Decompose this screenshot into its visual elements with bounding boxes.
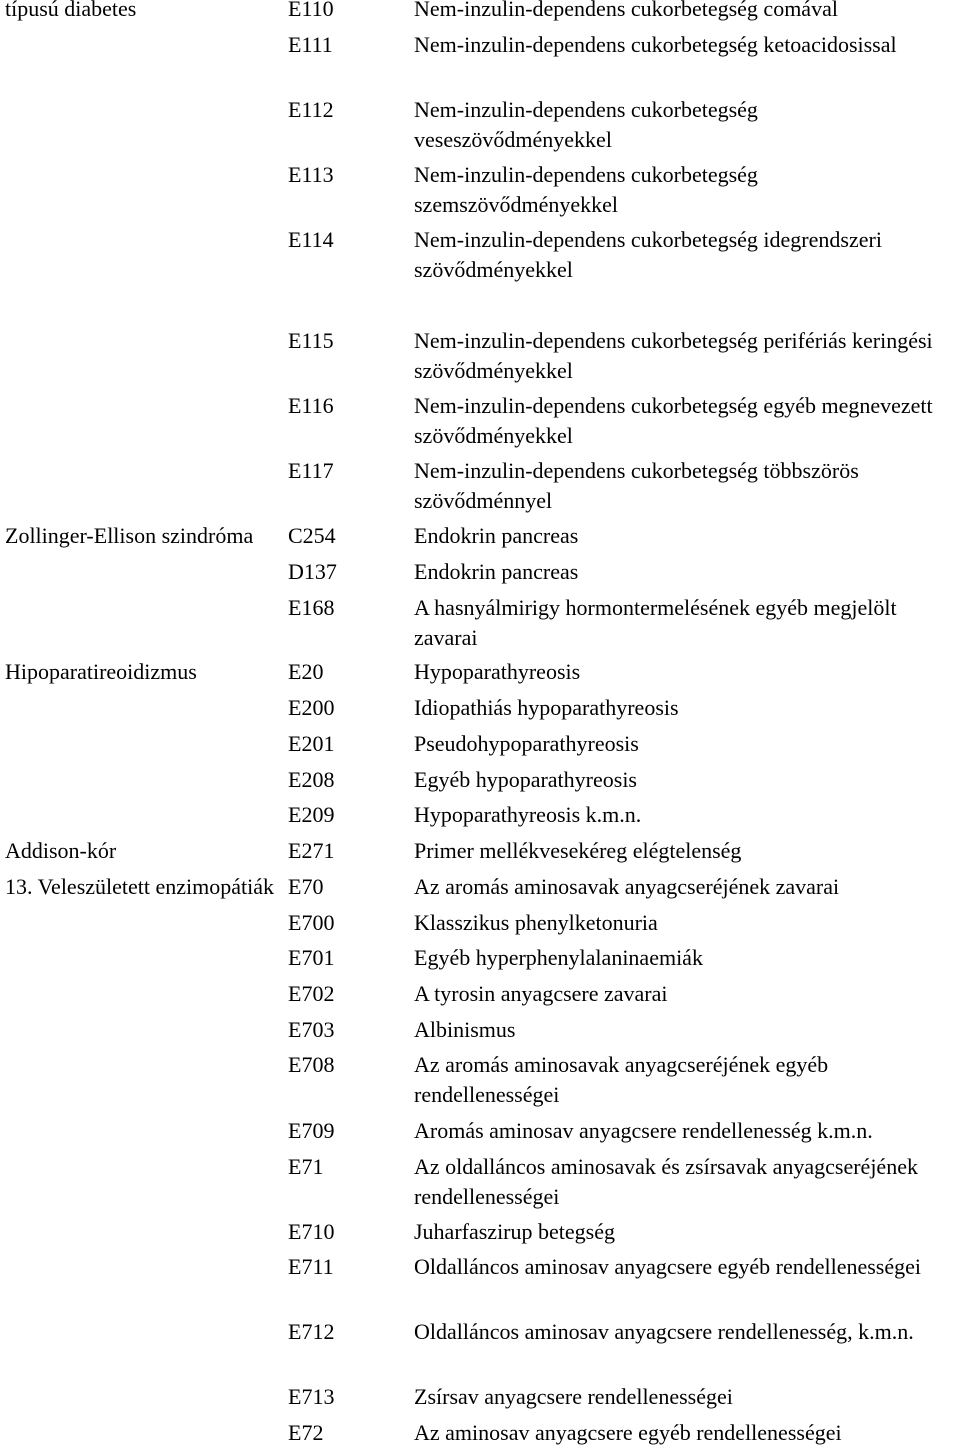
code-cell: E708 <box>288 1052 335 1077</box>
code-cell: E71 <box>288 1154 324 1179</box>
code-cell: E201 <box>288 731 335 756</box>
code-cell: E700 <box>288 910 335 935</box>
code-cell: E111 <box>288 32 333 57</box>
description-cell: Nem-inzulin-dependens cukorbetegség comával <box>414 0 838 21</box>
description-cell: Hypoparathyreosis k.m.n. <box>414 802 642 827</box>
description-cell: Nem-inzulin-dependens cukorbetegség ketoacidosissal <box>414 32 897 57</box>
description-cell: Nem-inzulin-dependens cukorbetegség idegrendszeri szövődményekkel <box>414 227 882 282</box>
code-cell: E168 <box>288 595 335 620</box>
category-cell: 13. Veleszületett enzimopátiák <box>5 874 275 899</box>
description-cell: Az aromás aminosavak anyagcseréjének zavarai <box>414 874 840 899</box>
code-cell: E116 <box>288 393 334 418</box>
code-cell: E271 <box>288 838 335 863</box>
code-cell: E712 <box>288 1319 335 1344</box>
code-cell: E200 <box>288 695 335 720</box>
code-cell: E711 <box>288 1254 334 1279</box>
code-cell: C254 <box>288 523 336 548</box>
description-cell: Az oldalláncos aminosavak és zsírsavak anyagcseréjének rendellenességei <box>414 1154 918 1209</box>
description-cell: A hasnyálmirigy hormontermelésének egyéb megjelölt zavarai <box>414 595 897 650</box>
code-cell: E710 <box>288 1219 335 1244</box>
description-cell: Nem-inzulin-dependens cukorbetegség egyéb megnevezett szövődményekkel <box>414 393 933 448</box>
description-cell: Pseudohypoparathyreosis <box>414 731 639 756</box>
description-cell: Egyéb hypoparathyreosis <box>414 767 637 792</box>
description-cell: Idiopathiás hypoparathyreosis <box>414 695 679 720</box>
description-cell: Klasszikus phenylketonuria <box>414 910 658 935</box>
category-cell: típusú diabetes <box>5 0 137 21</box>
description-cell: Nem-inzulin-dependens cukorbetegség többszörös szövődménnyel <box>414 458 859 513</box>
description-cell: Juharfaszirup betegség <box>414 1219 615 1244</box>
code-cell: E713 <box>288 1384 335 1409</box>
code-cell: E208 <box>288 767 335 792</box>
code-cell: E117 <box>288 458 334 483</box>
description-cell: Aromás aminosav anyagcsere rendellenesség k.m.n. <box>414 1118 873 1143</box>
description-cell: Albinismus <box>414 1017 516 1042</box>
category-cell: Hipoparatireoidizmus <box>5 659 197 684</box>
description-cell: Zsírsav anyagcsere rendellenességei <box>414 1384 733 1409</box>
code-cell: E112 <box>288 97 334 122</box>
description-cell: Nem-inzulin-dependens cukorbetegség veseszövődményekkel <box>414 97 758 152</box>
description-cell: Hypoparathyreosis <box>414 659 581 684</box>
description-cell: Oldalláncos aminosav anyagcsere rendellenesség, k.m.n. <box>414 1319 914 1344</box>
code-cell: E709 <box>288 1118 335 1143</box>
description-cell: Primer mellékvesekéreg elégtelenség <box>414 838 742 863</box>
description-cell: Oldalláncos aminosav anyagcsere egyéb rendellenességei <box>414 1254 922 1279</box>
description-cell: A tyrosin anyagcsere zavarai <box>414 981 668 1006</box>
description-cell: Endokrin pancreas <box>414 523 579 548</box>
description-cell: Az aminosav anyagcsere egyéb rendellenességei <box>414 1420 842 1445</box>
code-cell: E702 <box>288 981 335 1006</box>
description-cell: Az aromás aminosavak anyagcseréjének egyéb rendellenességei <box>414 1052 829 1107</box>
code-cell: E110 <box>288 0 334 21</box>
category-cell: Zollinger-Ellison szindróma <box>5 523 254 548</box>
code-cell: E209 <box>288 802 335 827</box>
code-cell: E114 <box>288 227 334 252</box>
code-cell: E701 <box>288 945 335 970</box>
code-cell: E113 <box>288 162 334 187</box>
code-cell: E115 <box>288 328 334 353</box>
code-cell: E20 <box>288 659 324 684</box>
category-cell: Addison-kór <box>5 838 117 863</box>
description-cell: Endokrin pancreas <box>414 559 579 584</box>
description-cell: Egyéb hyperphenylalaninaemiák <box>414 945 703 970</box>
code-cell: E72 <box>288 1420 324 1445</box>
code-cell: E70 <box>288 874 324 899</box>
code-cell: E703 <box>288 1017 335 1042</box>
description-cell: Nem-inzulin-dependens cukorbetegség perifériás keringési szövődményekkel <box>414 328 933 383</box>
code-cell: D137 <box>288 559 337 584</box>
description-cell: Nem-inzulin-dependens cukorbetegség szemszövődményekkel <box>414 162 758 217</box>
